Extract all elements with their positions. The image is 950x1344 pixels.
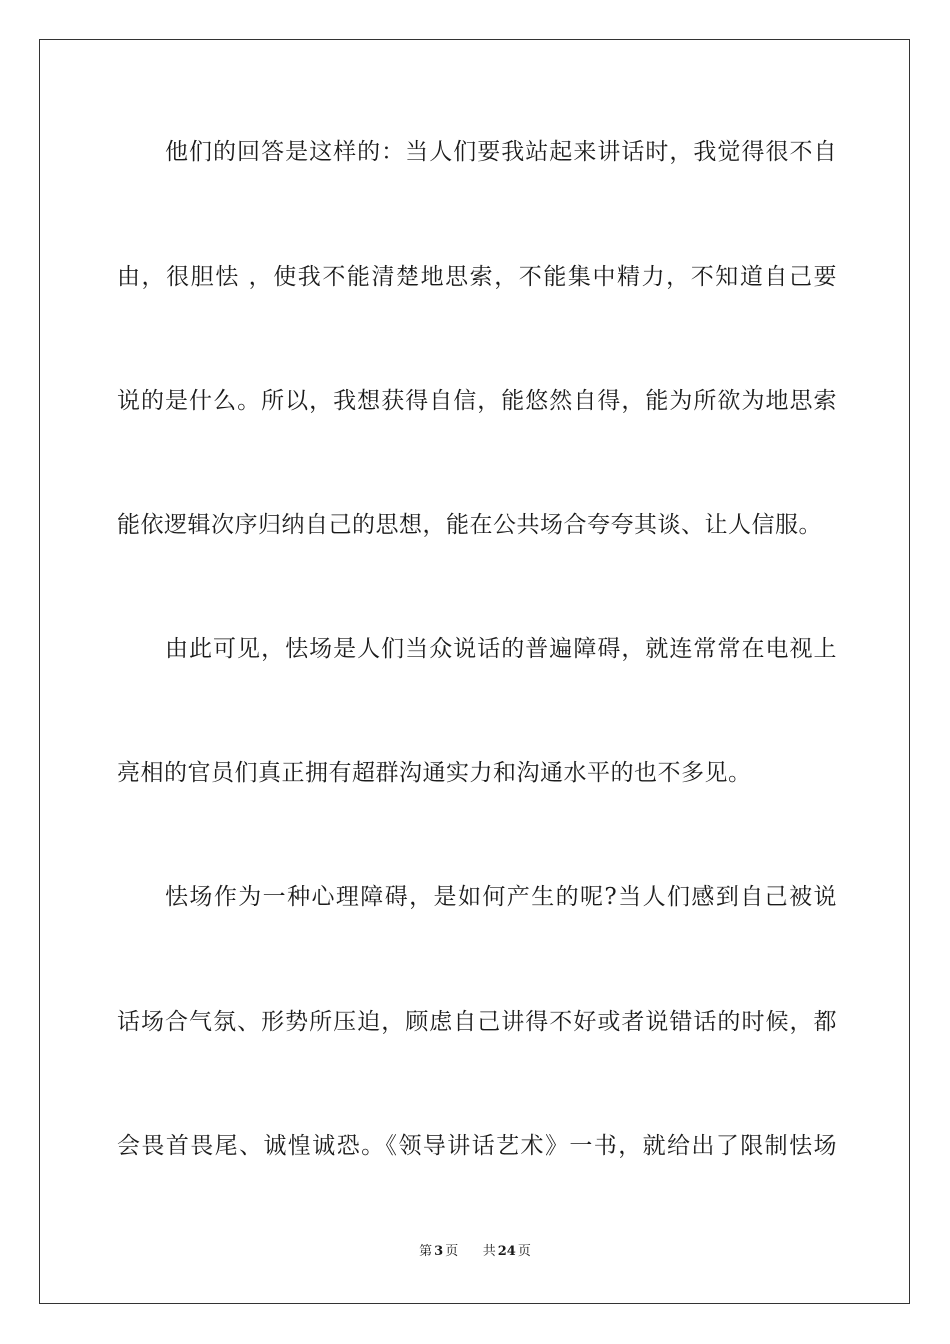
page-suffix: 页 <box>445 1244 459 1259</box>
total-suffix: 页 <box>517 1244 531 1259</box>
page-prefix: 第 <box>419 1244 433 1259</box>
text-line: 能依逻辑次序归纳自己的思想，能在公共场合夸夸其谈、让人信服。 <box>117 512 822 538</box>
page-border <box>39 39 910 1304</box>
text-line: 他们的回答是这样的：当人们要我站起来讲话时，我觉得很不自 <box>165 139 837 165</box>
total-pages-indicator <box>481 1244 533 1259</box>
text-line: 会畏首畏尾、诚惶诚恐。《领导讲话艺术》一书，就给出了限制怯场 <box>117 1133 837 1159</box>
page-indicator <box>417 1244 460 1259</box>
text-line: 怯场作为一种心理障碍，是如何产生的呢?当人们感到自己被说 <box>165 884 837 910</box>
page-footer <box>0 1244 950 1260</box>
page-number: 3 <box>434 1244 444 1259</box>
text-line: 由，很胆怯 ，使我不能清楚地思索，不能集中精力，不知道自己要 <box>117 264 837 290</box>
total-pages: 24 <box>497 1244 516 1259</box>
text-line: 由此可见，怯场是人们当众说话的普遍障碍，就连常常在电视上 <box>165 636 837 662</box>
total-prefix: 共 <box>482 1244 496 1259</box>
text-line: 亮相的官员们真正拥有超群沟通实力和沟通水平的也不多见。 <box>117 760 752 786</box>
text-line: 说的是什么。所以，我想获得自信，能悠然自得，能为所欲为地思索 <box>117 388 837 414</box>
text-line: 话场合气氛、形势所压迫，顾虑自己讲得不好或者说错话的时候，都 <box>117 1009 837 1035</box>
